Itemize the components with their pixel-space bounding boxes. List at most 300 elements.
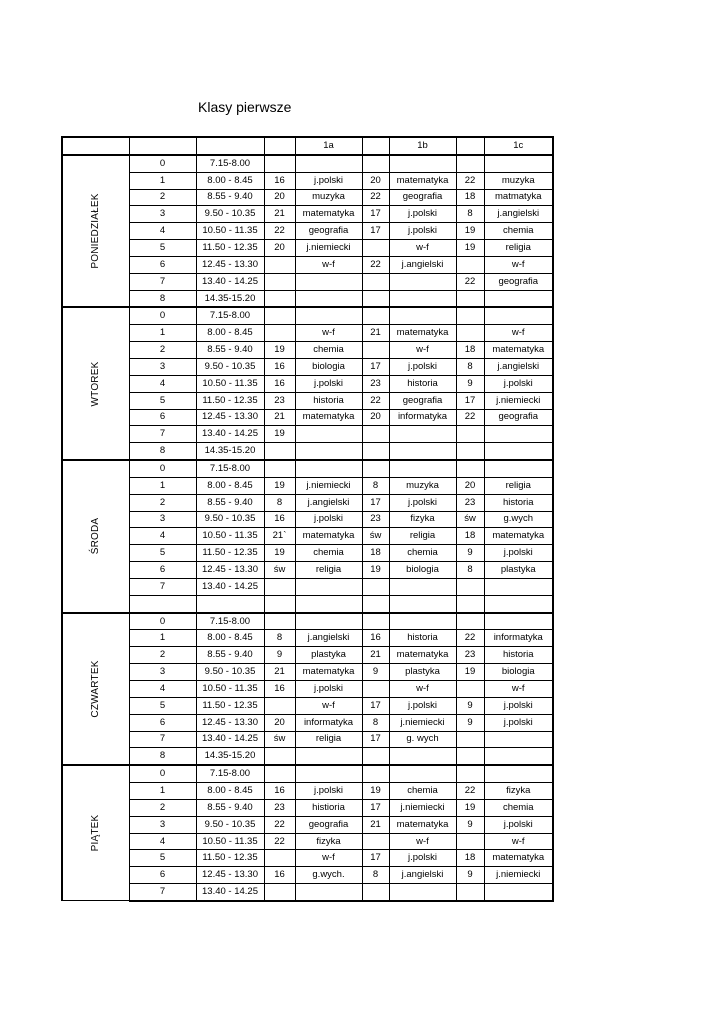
room-1c [456,833,484,850]
lesson-time: 7.15-8.00 [196,307,264,324]
room-1c [456,578,484,595]
room-1c: 19 [456,240,484,257]
subject-1c: fizyka [484,783,553,800]
lesson-number: 6 [129,714,196,731]
room-1b [362,833,389,850]
lesson-number: 6 [129,867,196,884]
room-1c: 8 [456,206,484,223]
room-1c [456,307,484,324]
subject-1a [295,290,362,307]
lesson-time: 13.40 - 14.25 [196,273,264,290]
page-title: Klasy pierwsze [198,99,292,115]
subject-1c: chemia [484,799,553,816]
table-row [62,595,553,612]
subject-1a: matematyka [295,528,362,545]
subject-1c: plastyka [484,562,553,579]
subject-1b [389,884,456,901]
lesson-number: 3 [129,664,196,681]
room-1a [264,273,295,290]
table-row [62,833,553,850]
subject-1a: matematyka [295,664,362,681]
room-1b: 17 [362,494,389,511]
room-1b [362,273,389,290]
room-1c: 22 [456,630,484,647]
table-row [62,392,553,409]
table-row [62,409,553,426]
subject-1b: j.polski [389,223,456,240]
room-1b: 21 [362,647,389,664]
lesson-time: 13.40 - 14.25 [196,884,264,901]
room-1b [362,460,389,477]
room-1c: 19 [456,223,484,240]
room-1a: 16 [264,511,295,528]
lesson-time: 9.50 - 10.35 [196,816,264,833]
subject-1b [389,578,456,595]
room-1c: 22 [456,172,484,189]
subject-1a: w-f [295,256,362,273]
lesson-number: 6 [129,256,196,273]
header-cell [264,137,295,155]
room-1c [456,748,484,765]
lesson-number: 2 [129,189,196,206]
subject-1a [295,443,362,460]
subject-1b: w-f [389,833,456,850]
room-1c: 9 [456,714,484,731]
subject-1b [389,443,456,460]
room-1a: 21 [264,206,295,223]
room-1c [456,460,484,477]
room-1a: 16 [264,681,295,698]
subject-1a: informatyka [295,714,362,731]
lesson-number: 1 [129,172,196,189]
lesson-time: 11.50 - 12.35 [196,850,264,867]
room-1b [362,748,389,765]
subject-1b: plastyka [389,664,456,681]
subject-1a [295,155,362,172]
subject-1c: religia [484,240,553,257]
subject-1c: geografia [484,273,553,290]
lesson-number: 7 [129,426,196,443]
table-row [62,375,553,392]
lesson-number: 2 [129,494,196,511]
lesson-number: 0 [129,155,196,172]
subject-1b: j.polski [389,494,456,511]
subject-1b: matematyka [389,172,456,189]
day-cell [62,460,129,613]
lesson-time: 12.45 - 13.30 [196,409,264,426]
subject-1a: histioria [295,799,362,816]
room-1b: 20 [362,172,389,189]
room-1c: 23 [456,647,484,664]
room-1c [456,681,484,698]
room-1c: 20 [456,477,484,494]
lesson-number: 4 [129,528,196,545]
lesson-time: 14.35-15.20 [196,443,264,460]
lesson-time: 7.15-8.00 [196,613,264,630]
room-1c: 9 [456,375,484,392]
day-cell [62,765,129,901]
subject-1a: j.angielski [295,630,362,647]
room-1c [456,290,484,307]
subject-1b: matematyka [389,816,456,833]
lesson-time: 8.55 - 9.40 [196,799,264,816]
subject-1c [484,731,553,748]
room-1c: 18 [456,850,484,867]
room-1a: 16 [264,172,295,189]
table-row [62,172,553,189]
subject-1b: matematyka [389,647,456,664]
schedule-table [61,136,554,902]
table-row [62,256,553,273]
subject-1b [389,460,456,477]
lesson-time: 9.50 - 10.35 [196,358,264,375]
room-1c: 19 [456,799,484,816]
table-row [62,511,553,528]
subject-1c: chemia [484,223,553,240]
lesson-time: 12.45 - 13.30 [196,714,264,731]
room-1a [264,325,295,342]
room-1b [362,290,389,307]
lesson-number: 3 [129,511,196,528]
room-1b: 17 [362,850,389,867]
lesson-number [129,595,196,612]
room-1c: 22 [456,273,484,290]
subject-1a: religia [295,562,362,579]
subject-1b: w-f [389,240,456,257]
subject-1b [389,613,456,630]
subject-1a: muzyka [295,189,362,206]
room-1b [362,613,389,630]
room-1c: 9 [456,697,484,714]
room-1b [362,884,389,901]
subject-1b [389,748,456,765]
subject-1a: j.polski [295,172,362,189]
table-row [62,189,553,206]
table-row [62,697,553,714]
room-1a: 20 [264,714,295,731]
subject-1b: g. wych [389,731,456,748]
subject-1c: geografia [484,409,553,426]
table-row [62,647,553,664]
subject-1c: matematyka [484,528,553,545]
subject-1b: religia [389,528,456,545]
room-1c [456,595,484,612]
subject-1a: geografia [295,223,362,240]
room-1b: 23 [362,375,389,392]
subject-1a: j.angielski [295,494,362,511]
subject-1c: biologia [484,664,553,681]
subject-1b: w-f [389,342,456,359]
room-1c: 9 [456,816,484,833]
subject-1a [295,595,362,612]
room-1c [456,884,484,901]
day-label: PONIEDZIAŁEK [89,193,101,269]
room-1c [456,443,484,460]
room-1a [264,884,295,901]
lesson-time: 14.35-15.20 [196,748,264,765]
subject-1b: j.niemiecki [389,714,456,731]
room-1a [264,155,295,172]
subject-1c [484,595,553,612]
subject-1c: informatyka [484,630,553,647]
table-row [62,342,553,359]
room-1b [362,155,389,172]
lesson-time: 12.45 - 13.30 [196,562,264,579]
subject-1b: w-f [389,681,456,698]
lesson-number: 0 [129,613,196,630]
room-1b: 19 [362,783,389,800]
table-row [62,748,553,765]
lesson-number: 5 [129,850,196,867]
subject-1a: j.niemiecki [295,477,362,494]
day-label: ŚRODA [89,518,101,555]
room-1b: 8 [362,714,389,731]
class-header: 1a [295,137,362,155]
table-row [62,783,553,800]
table-row [62,664,553,681]
lesson-time: 13.40 - 14.25 [196,578,264,595]
lesson-number: 0 [129,765,196,782]
lesson-number: 4 [129,681,196,698]
room-1a [264,748,295,765]
room-1a [264,256,295,273]
room-1a: 22 [264,833,295,850]
table-row [62,273,553,290]
subject-1b: j.angielski [389,867,456,884]
subject-1a: j.polski [295,375,362,392]
room-1b: 18 [362,545,389,562]
lesson-time: 12.45 - 13.30 [196,867,264,884]
subject-1a: g.wych. [295,867,362,884]
room-1b: 17 [362,697,389,714]
room-1b [362,342,389,359]
subject-1a [295,307,362,324]
room-1b: 9 [362,664,389,681]
lesson-number: 8 [129,443,196,460]
room-1c: 9 [456,545,484,562]
lesson-number: 2 [129,342,196,359]
subject-1a [295,748,362,765]
table-row [62,681,553,698]
room-1c: 18 [456,528,484,545]
subject-1c: matmatyka [484,189,553,206]
room-1b [362,240,389,257]
table-row [62,494,553,511]
room-1c: 22 [456,783,484,800]
room-1a: 22 [264,223,295,240]
lesson-time: 9.50 - 10.35 [196,206,264,223]
subject-1c: j.angielski [484,358,553,375]
lesson-number: 8 [129,748,196,765]
room-1b: 8 [362,477,389,494]
table-row [62,155,553,172]
table-row [62,290,553,307]
room-1b: 20 [362,409,389,426]
subject-1c [484,155,553,172]
lesson-time: 10.50 - 11.35 [196,681,264,698]
subject-1c [484,460,553,477]
subject-1c: w-f [484,256,553,273]
subject-1c: j.polski [484,545,553,562]
room-1b: 21 [362,816,389,833]
lesson-number: 0 [129,460,196,477]
room-1a: 9 [264,647,295,664]
subject-1a: geografia [295,816,362,833]
subject-1b [389,595,456,612]
subject-1a: w-f [295,697,362,714]
table-row [62,816,553,833]
room-1a [264,595,295,612]
subject-1c: religia [484,477,553,494]
room-1b [362,681,389,698]
subject-1b [389,426,456,443]
lesson-time: 10.50 - 11.35 [196,528,264,545]
room-1c: 8 [456,358,484,375]
room-1a: 20 [264,189,295,206]
lesson-number: 5 [129,545,196,562]
table-row [62,714,553,731]
lesson-number: 3 [129,358,196,375]
day-cell [62,155,129,308]
subject-1c: j.niemiecki [484,392,553,409]
table-row [62,443,553,460]
table-row [62,545,553,562]
subject-1a: religia [295,731,362,748]
lesson-time: 9.50 - 10.35 [196,664,264,681]
room-1a: 23 [264,799,295,816]
lesson-number: 2 [129,647,196,664]
lesson-number: 4 [129,223,196,240]
day-cell [62,613,129,766]
header-row [62,137,553,155]
subject-1c: j.polski [484,816,553,833]
room-1a [264,460,295,477]
room-1b [362,307,389,324]
subject-1c: j.polski [484,375,553,392]
lesson-number: 6 [129,409,196,426]
lesson-number: 1 [129,325,196,342]
room-1c: 18 [456,342,484,359]
room-1a: 19 [264,477,295,494]
subject-1c: matematyka [484,342,553,359]
lesson-time: 7.15-8.00 [196,155,264,172]
room-1b [362,595,389,612]
subject-1c [484,426,553,443]
room-1a [264,290,295,307]
room-1a [264,697,295,714]
subject-1b: biologia [389,562,456,579]
table-row [62,630,553,647]
subject-1a: w-f [295,850,362,867]
room-1c [456,426,484,443]
day-label: CZWARTEK [89,660,101,718]
room-1b: 19 [362,562,389,579]
room-1a: 16 [264,867,295,884]
room-1b: 23 [362,511,389,528]
header-cell [456,137,484,155]
room-1c: 8 [456,562,484,579]
header-cell [362,137,389,155]
lesson-time: 10.50 - 11.35 [196,833,264,850]
subject-1b: j.polski [389,697,456,714]
subject-1b: informatyka [389,409,456,426]
lesson-number: 1 [129,783,196,800]
table-row [62,578,553,595]
room-1c: 19 [456,664,484,681]
room-1b: 17 [362,358,389,375]
day-label: WTOREK [89,361,101,407]
room-1b: 21 [362,325,389,342]
subject-1c [484,748,553,765]
room-1a: 20 [264,240,295,257]
room-1a: 8 [264,494,295,511]
table-row [62,325,553,342]
room-1c: św [456,511,484,528]
subject-1c [484,443,553,460]
room-1a: 19 [264,426,295,443]
lesson-time: 8.00 - 8.45 [196,630,264,647]
lesson-time: 11.50 - 12.35 [196,240,264,257]
table-row [62,850,553,867]
subject-1b: fizyka [389,511,456,528]
room-1c: 18 [456,189,484,206]
subject-1b: chemia [389,545,456,562]
room-1b: 8 [362,867,389,884]
header-cell [196,137,264,155]
subject-1b: geografia [389,392,456,409]
subject-1a: biologia [295,358,362,375]
lesson-time: 11.50 - 12.35 [196,697,264,714]
table-row [62,460,553,477]
room-1a [264,850,295,867]
room-1b [362,578,389,595]
subject-1a [295,765,362,782]
lesson-time: 8.55 - 9.40 [196,647,264,664]
lesson-number: 7 [129,884,196,901]
room-1b: 16 [362,630,389,647]
table-row [62,867,553,884]
subject-1a: matematyka [295,409,362,426]
lesson-time: 13.40 - 14.25 [196,426,264,443]
room-1a: 16 [264,358,295,375]
subject-1c: j.angielski [484,206,553,223]
lesson-time: 8.55 - 9.40 [196,189,264,206]
lesson-number: 2 [129,799,196,816]
room-1b: 17 [362,206,389,223]
lesson-time: 8.00 - 8.45 [196,477,264,494]
room-1a: 19 [264,342,295,359]
room-1a [264,578,295,595]
subject-1c: j.niemiecki [484,867,553,884]
room-1b: św [362,528,389,545]
subject-1c [484,578,553,595]
table-row [62,562,553,579]
lesson-time: 14.35-15.20 [196,290,264,307]
lesson-time: 8.00 - 8.45 [196,172,264,189]
subject-1c [484,765,553,782]
room-1a: św [264,562,295,579]
subject-1b: j.polski [389,206,456,223]
room-1c [456,613,484,630]
subject-1b [389,273,456,290]
table-row [62,613,553,630]
room-1a: 21 [264,664,295,681]
lesson-number: 3 [129,206,196,223]
subject-1b: j.polski [389,358,456,375]
subject-1a [295,578,362,595]
subject-1a: w-f [295,325,362,342]
table-row [62,765,553,782]
